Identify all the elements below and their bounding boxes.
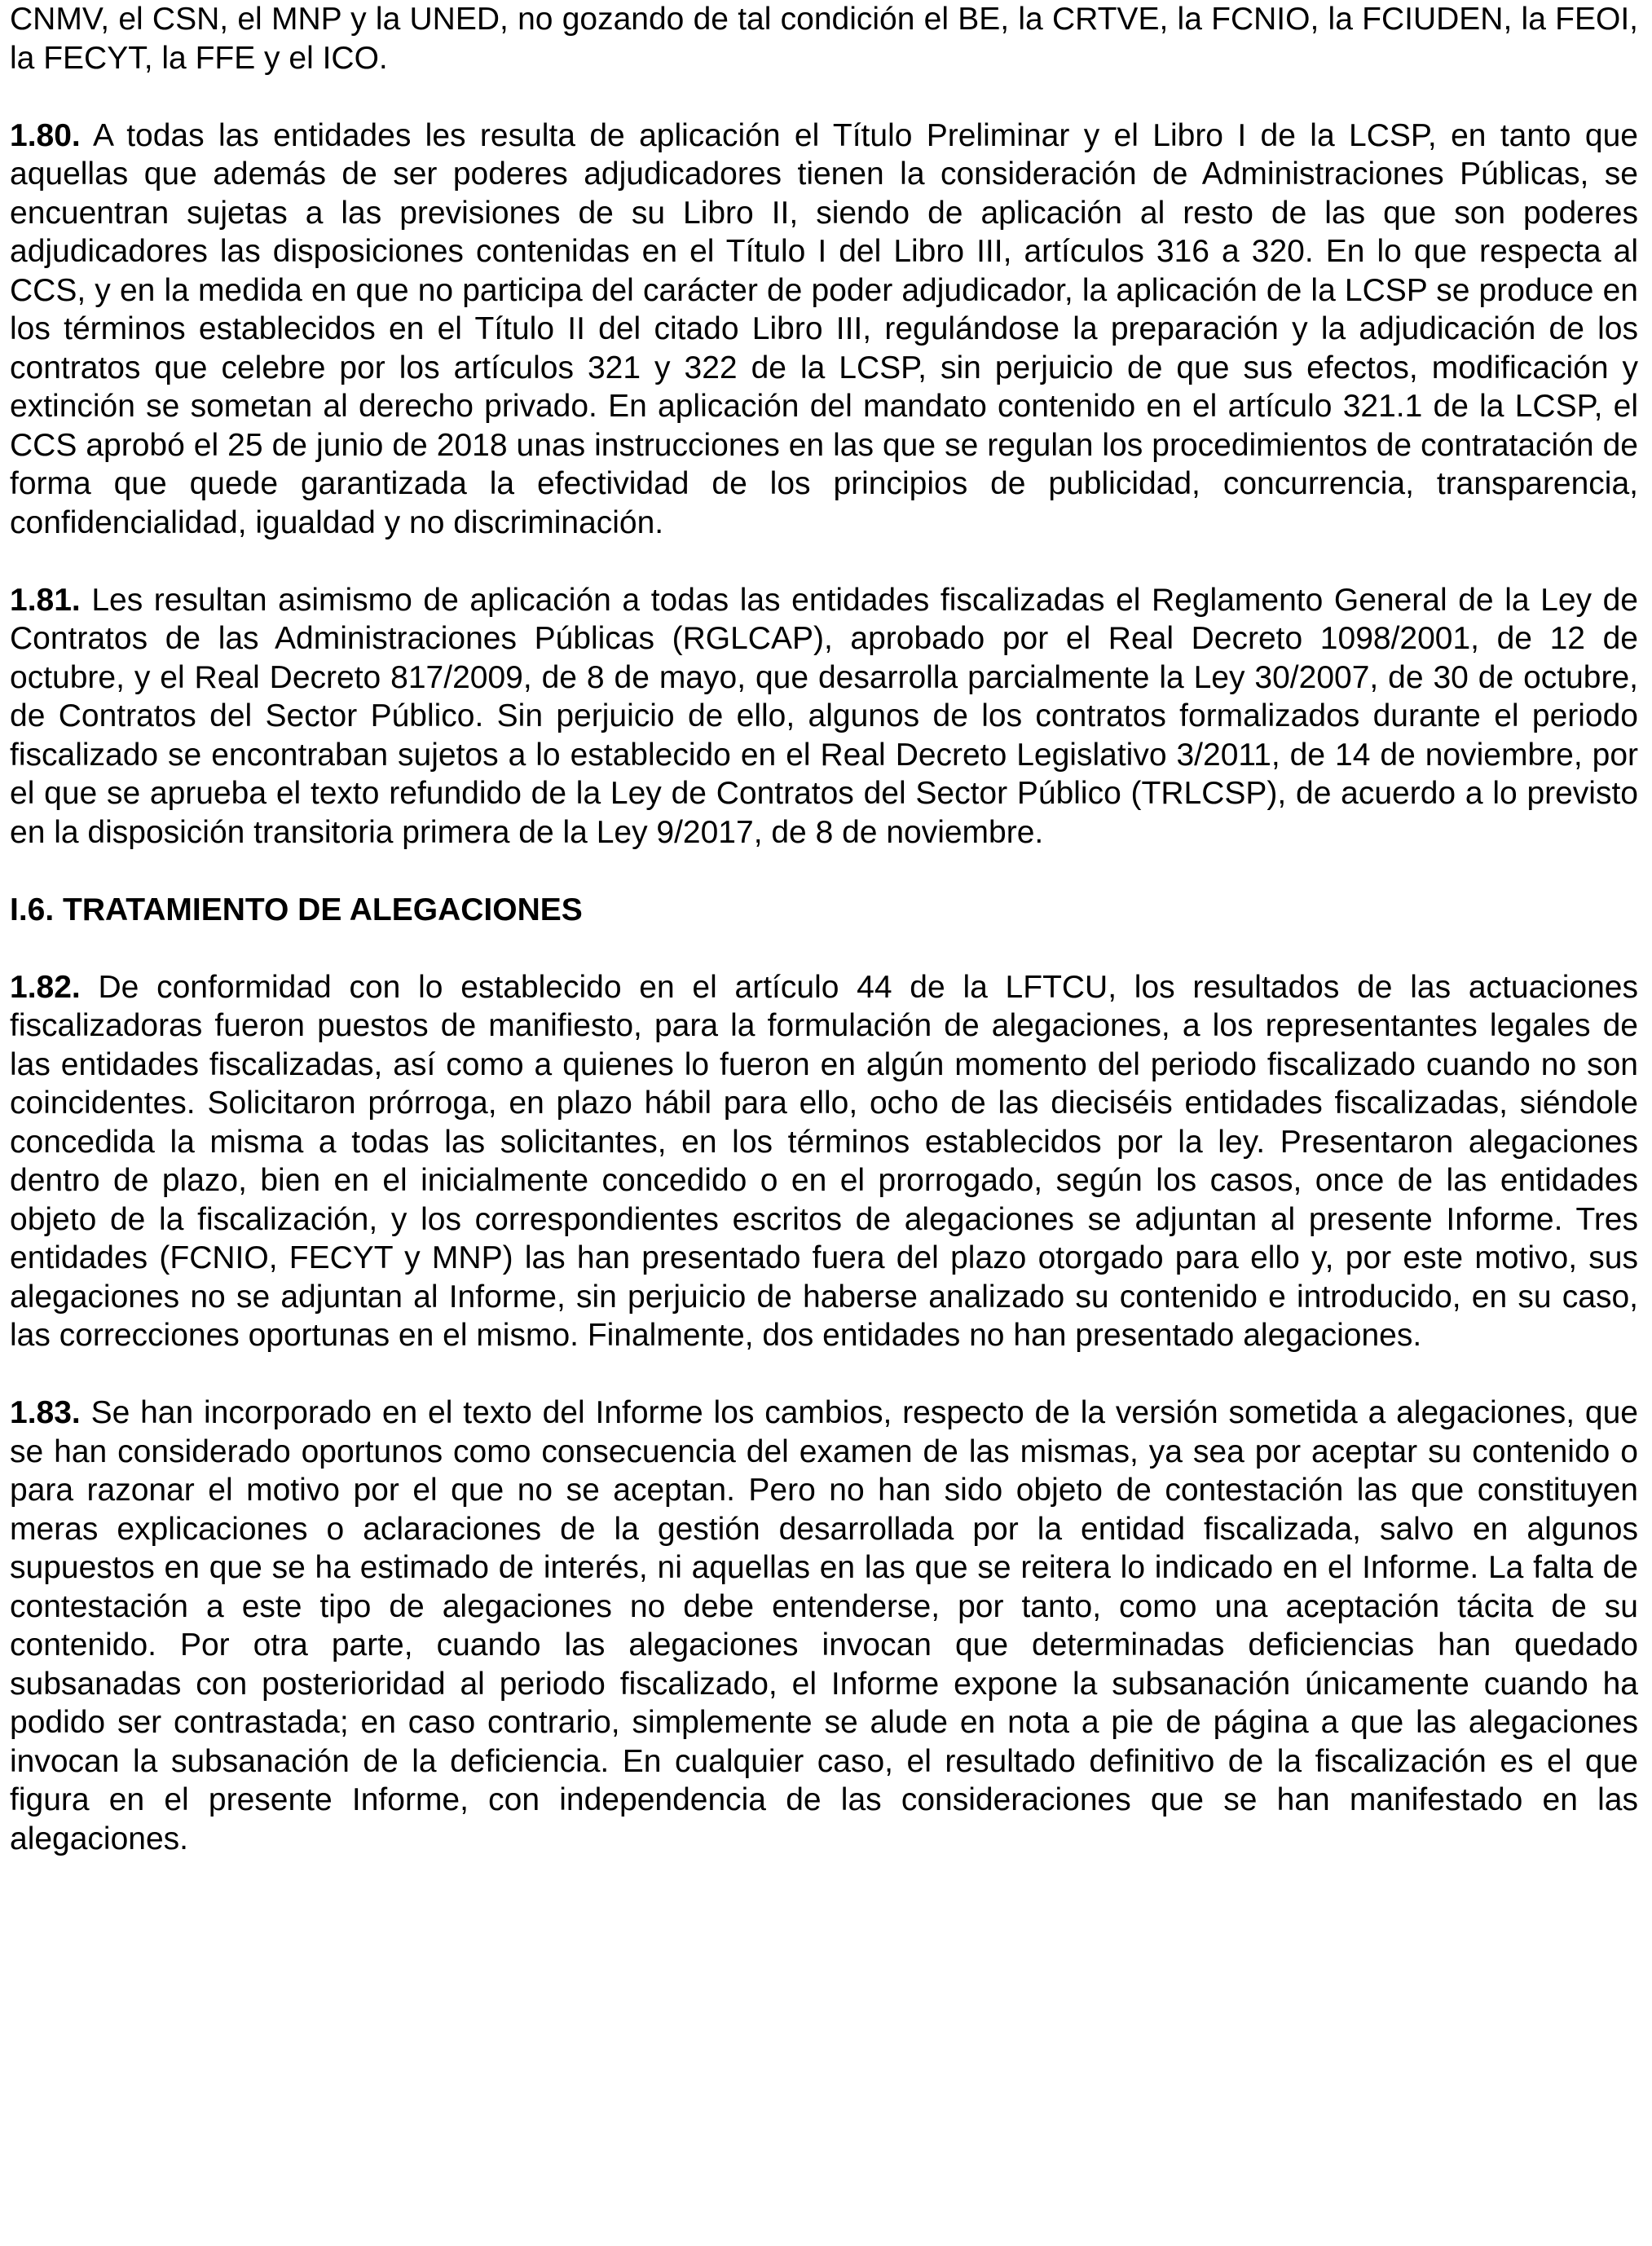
paragraph-1-81 — [10, 581, 1638, 852]
paragraph-1-83 — [10, 1394, 1638, 1858]
document-page — [10, 0, 1638, 1858]
paragraph-text: Les resultan asimismo de aplicación a todas las entidades fiscalizadas el Reglamento General de la Ley de Contratos de las Administraciones Públicas (RGLCAP), aprobado por el Real Decreto 1098/2001, de 12 de octubre, y el Real Decreto 817/2009, de 8 de mayo, que desarrolla parcialmente la Ley 30/2007, de 30 de octubre, de Contratos del Sector Público. Sin perjuicio de ello, algunos de los contratos formalizados durante el periodo fiscalizado se encontraban sujetos a lo establecido en el Real Decreto Legislativo 3/2011, de 14 de noviembre, por el que se aprueba el texto refundido de la Ley de Contratos del Sector Público (TRLCSP), de acuerdo a lo previsto en la disposición transitoria primera de la Ley 9/2017, de 8 de noviembre. — [10, 582, 1638, 850]
paragraph-number: 1.80. — [10, 117, 81, 153]
section-number: I.6. — [10, 892, 55, 927]
paragraph-text: A todas las entidades les resulta de aplicación el Título Preliminar y el Libro I de la LCSP, en tanto que aquellas que además de ser poderes adjudicadores tienen la consideración de Administraciones Públicas, se encuentran sujetas a las previsiones de su Libro II, siendo de aplicación al resto de las que son poderes adjudicadores las disposiciones contenidas en el Título I del Libro III, artículos 316 a 320. En lo que respecta al CCS, y en la medida en que no participa del carácter de poder adjudicador, la aplicación de la LCSP se produce en los términos establecidos en el Título II del citado Libro III, regulándose la preparación y la adjudicación de los contratos que celebre por los artículos 321 y 322 de la LCSP, sin perjuicio de que sus efectos, modificación y extinción se sometan al derecho privado. En aplicación del mandato contenido en el artículo 321.1 de la LCSP, el CCS aprobó el 25 de junio de 2018 unas instrucciones en las que se regulan los procedimientos de contratación de forma que quede garantizada la efectividad de los principios de publicidad, concurrencia, transparencia, confidencialidad, igualdad y no discriminación. — [10, 117, 1638, 540]
paragraph-1-80 — [10, 117, 1638, 543]
paragraph-text: Se han incorporado en el texto del Informe los cambios, respecto de la versión sometida a alegaciones, que se han considerado oportunos como consecuencia del examen de las mismas, ya sea por aceptar su contenido o para razonar el motivo por el que no se aceptan. Pero no han sido objeto de contestación las que constituyen meras explicaciones o aclaraciones de la gestión desarrollada por la entidad fiscalizada, salvo en algunos supuestos en que se ha estimado de interés, ni aquellas en las que se reitera lo indicado en el Informe. La falta de contestación a este tipo de alegaciones no debe entenderse, por tanto, como una aceptación tácita de su contenido. Por otra parte, cuando las alegaciones invocan que determinadas deficiencias han quedado subsanadas con posterioridad al periodo fiscalizado, el Informe expone la subsanación únicamente cuando ha podido ser contrastada; en caso contrario, simplemente se alude en nota a pie de página a que las alegaciones invocan la subsanación de la deficiencia. En cualquier caso, el resultado definitivo de la fiscalización es el que figura en el presente Informe, con independencia de las consideraciones que se han manifestado en las alegaciones. — [10, 1395, 1638, 1856]
intro-paragraph: CNMV, el CSN, el MNP y la UNED, no gozando de tal condición el BE, la CRTVE, la FCNIO, la FCIUDEN, la FEOI, la FECYT, la FFE y el ICO. — [10, 2, 1638, 76]
section-title: TRATAMIENTO DE ALEGACIONES — [54, 892, 583, 927]
section-heading — [10, 891, 1638, 930]
paragraph-number: 1.83. — [10, 1395, 81, 1430]
paragraph-1-82 — [10, 968, 1638, 1355]
paragraph-number: 1.82. — [10, 969, 81, 1005]
paragraph-text: De conformidad con lo establecido en el artículo 44 de la LFTCU, los resultados de las actuaciones fiscalizadoras fueron puestos de manifiesto, para la formulación de alegaciones, a los representantes legales de las entidades fiscalizadas, así como a quienes lo fueron en algún momento del periodo fiscalizado cuando no son coincidentes. Solicitaron prórroga, en plazo hábil para ello, ocho de las dieciséis entidades fiscalizadas, siéndole concedida la misma a todas las solicitantes, en los términos establecidos por la ley. Presentaron alegaciones dentro de plazo, bien en el inicialmente concedido o en el prorrogado, según los casos, once de las entidades objeto de la fiscalización, y los correspondientes escritos de alegaciones se adjuntan al presente Informe. Tres entidades (FCNIO, FECYT y MNP) las han presentado fuera del plazo otorgado para ello y, por este motivo, sus alegaciones no se adjuntan al Informe, sin perjuicio de haberse analizado su contenido e introducido, en su caso, las correcciones oportunas en el mismo. Finalmente, dos entidades no han presentado alegaciones. — [10, 969, 1638, 1353]
paragraph-number: 1.81. — [10, 582, 81, 618]
